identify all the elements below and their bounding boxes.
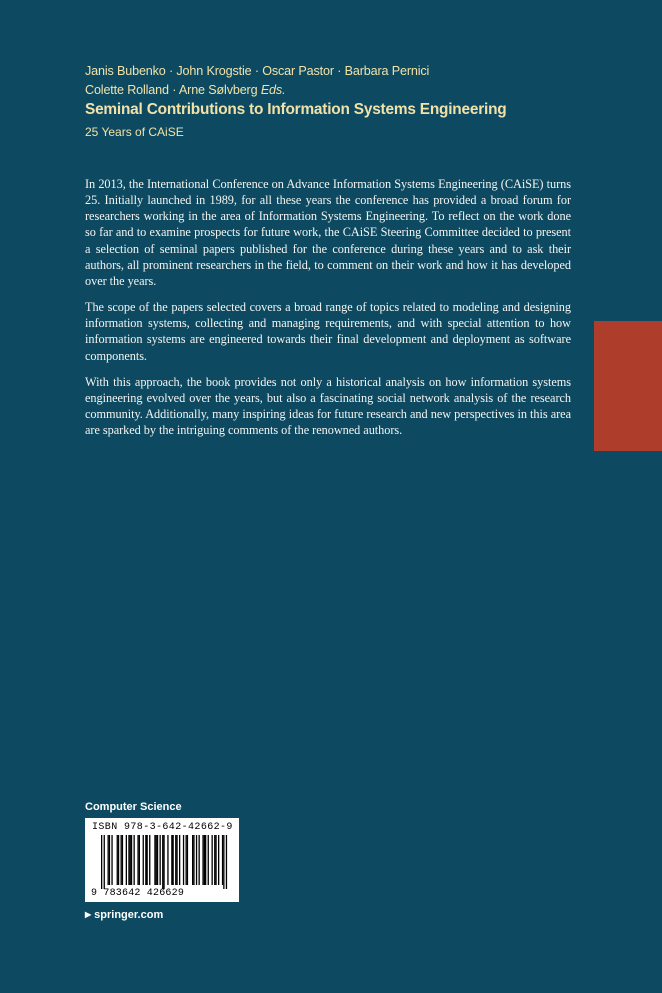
editors-names: Colette Rolland · Arne Sølvberg — [85, 83, 258, 97]
editors-suffix: Eds. — [260, 83, 286, 97]
editors-line-2 — [85, 81, 555, 100]
triangle-arrow-icon: ▶ — [85, 910, 92, 919]
editors-line-1: Janis Bubenko · John Krogstie · Oscar Pastor · Barbara Pernici — [85, 64, 430, 78]
book-title: Seminal Contributions to Information Systems Engineering — [85, 101, 507, 118]
book-subtitle: 25 Years of CAiSE — [85, 125, 184, 139]
editors-block — [85, 62, 555, 100]
blurb — [85, 176, 571, 448]
publisher-website[interactable] — [85, 908, 163, 923]
barcode-bars — [85, 835, 239, 889]
blurb-paragraph-3: With this approach, the book provides not only a historical analysis on how information systems engineering evolved over the years, but also a fascinating social network analysis of the research community. Additionally, many inspiring ideas for future research and new perspectives in this area are sparked by the intriguing comments of the renowned authors. — [85, 374, 571, 438]
spine-color-tab — [594, 321, 662, 451]
blurb-paragraph-2: The scope of the papers selected covers a broad range of topics related to modeling and designing information systems, collecting and managing requirements, and with special attention to how information systems are engineered towards their final development and deployment as software components. — [85, 300, 571, 363]
blurb-paragraph-1: In 2013, the International Conference on Advance Information Systems Engineering (CAiSE) turns 25. Initially launched in 1989, for all these years the conference has provided a broad forum for researchers working in the area of Information Systems Engineering. To reflect on the work done so far and to examine prospects for future work, the CAiSE Steering Committee decided to present a selection of seminal papers published for the conference during these years and to ask their authors, all prominent researchers in the field, to comment on their work and how it has developed over the years. — [85, 177, 571, 288]
subject-category: Computer Science — [85, 801, 182, 813]
barcode-digits: 9 783642 426629 — [91, 888, 185, 899]
isbn-barcode — [85, 818, 239, 902]
isbn-label: ISBN 978-3-642-42662-9 — [92, 822, 233, 833]
website-text: springer.com — [94, 909, 164, 921]
